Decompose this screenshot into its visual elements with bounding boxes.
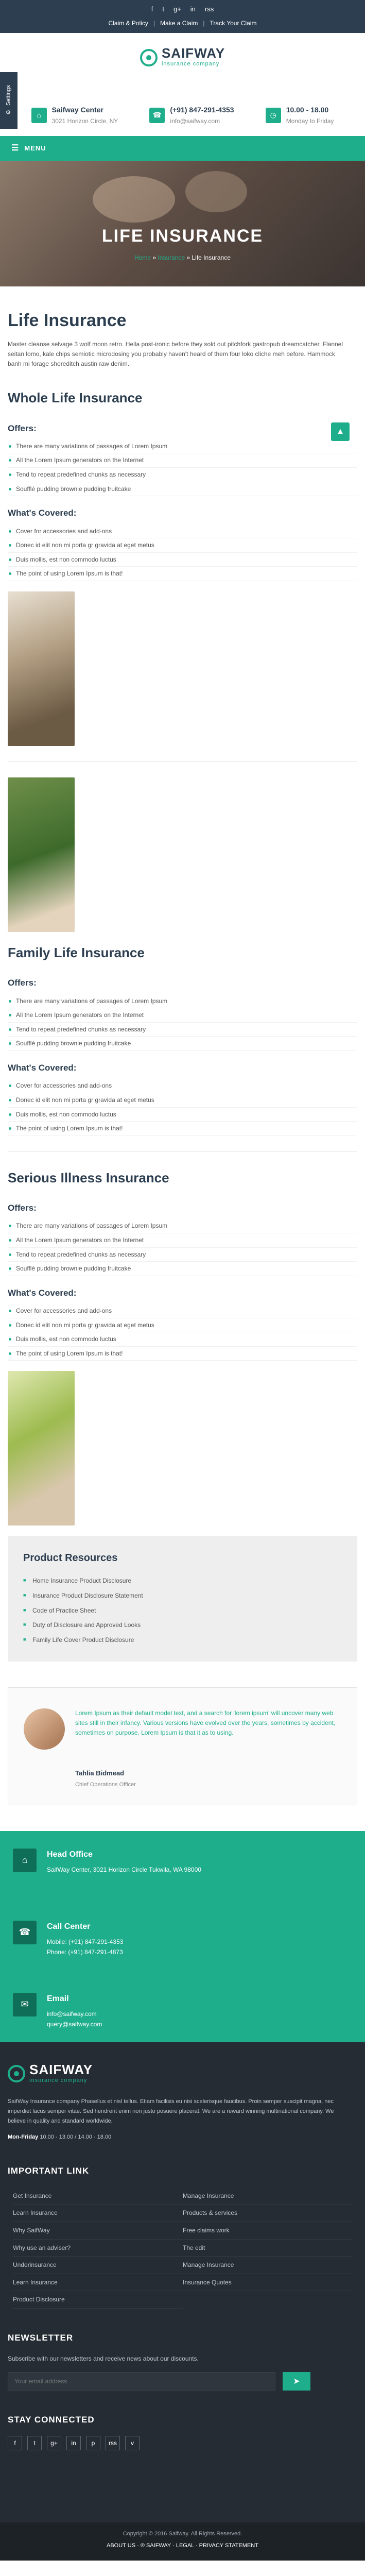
product-resources xyxy=(8,1536,357,1662)
list-item: There are many variations of passages of Lorem Ipsum xyxy=(8,994,357,1009)
testimonial xyxy=(8,1687,357,1805)
testimonial-author: Tahlia Bidmead xyxy=(75,1769,125,1777)
rss-icon[interactable]: rss xyxy=(106,2436,120,2450)
google-plus-icon[interactable]: g+ xyxy=(47,2436,61,2450)
map-pin-icon: ⌂ xyxy=(31,108,47,123)
page-banner xyxy=(0,161,365,286)
settings-label: Settings xyxy=(5,85,12,106)
family-garden-photo xyxy=(8,1371,75,1526)
footer-link[interactable]: Get Insurance xyxy=(13,2188,183,2205)
facebook-icon[interactable]: f xyxy=(151,5,153,13)
footer-link[interactable]: Why SaifWay xyxy=(13,2222,183,2240)
newsletter-text: Subscribe with our newsletters and receive news about our discounts. xyxy=(8,2355,199,2363)
email-link[interactable]: query@saifway.com xyxy=(47,2020,102,2028)
section-title: Whole Life Insurance xyxy=(8,390,143,406)
resource-link[interactable]: ■ Duty of Disclosure and Approved Looks xyxy=(23,1618,342,1633)
list-item: Tend to repeat predefined chunks as necessary xyxy=(8,468,357,482)
contact-title: Email xyxy=(47,1994,69,2003)
claim-policy-link[interactable]: Claim & Policy xyxy=(108,20,148,27)
list-item: All the Lorem Ipsum generators on the Internet xyxy=(8,1008,357,1023)
covered-heading: What's Covered: xyxy=(8,1063,77,1073)
google-plus-icon[interactable]: g+ xyxy=(173,5,181,13)
breadcrumb-current: Life Insurance xyxy=(192,253,231,261)
breadcrumb-home[interactable]: Home xyxy=(134,253,151,261)
insurance-section-family xyxy=(8,942,357,1152)
list-item: Duis mollis, est non commodo luctus xyxy=(8,553,357,567)
resource-link[interactable]: ■ Insurance Product Disclosure Statement xyxy=(23,1588,342,1603)
list-item: The point of using Lorem Ipsum is that! xyxy=(8,1122,357,1136)
breadcrumb-insurance[interactable]: Insurance xyxy=(158,253,185,261)
links-heading: IMPORTANT LINK xyxy=(8,2166,90,2176)
twitter-icon[interactable]: t xyxy=(27,2436,42,2450)
main-content xyxy=(0,286,365,1526)
contact-title: Head Office xyxy=(47,1850,93,1859)
brand-row xyxy=(0,33,365,95)
phone-icon: ☎ xyxy=(13,1921,37,1944)
track-claim-link[interactable]: Track Your Claim xyxy=(210,20,257,27)
list-item: All the Lorem Ipsum generators on the Internet xyxy=(8,1233,357,1248)
resource-link[interactable]: ■ Code of Practice Sheet xyxy=(23,1603,342,1618)
envelope-icon: ✉ xyxy=(13,1993,37,2016)
resources-title: Product Resources xyxy=(23,1552,118,1564)
section-title: Family Life Insurance xyxy=(8,944,145,960)
footer-link[interactable]: Learn Insurance xyxy=(13,2205,183,2222)
resource-link[interactable]: ■ Family Life Cover Product Disclosure xyxy=(23,1633,342,1648)
page-intro: Master cleanse selvage 3 wolf moon retro. Hella post-ironic before they sold out pitchfork gastropub dreamcatcher. Flannel seitan lomo, kale chips semiotic microdosing you probably haven't heard of them four loko cliche meh before. Hammock banh mi forage shoreditch austin raw denim. xyxy=(8,340,343,368)
hours-value: 10.00 - 13.00 / 14.00 - 18.00 xyxy=(40,2134,112,2141)
offers-list xyxy=(8,994,357,1051)
footer xyxy=(0,2042,365,2523)
info-title: Saifway Center xyxy=(51,106,103,114)
list-item: Tend to repeat predefined chunks as necessary xyxy=(8,1023,357,1037)
contact-title: Call Center xyxy=(47,1922,91,1931)
footer-about: SaifWay Insurance company Phasellus et nisl tellus. Etiam facilisis eu nisi scelerisque faucibus. Proin semper suscipit magna, nec imperdiet lacus semper vitae. Sed hendrerit enim non justo posuere placerat. We are a reward winning multinational company. We believe in quality and standard worldwide. xyxy=(8,2098,334,2124)
list-item: There are many variations of passages of Lorem Ipsum xyxy=(8,1219,357,1233)
pinterest-icon[interactable]: p xyxy=(86,2436,100,2450)
menu-toggle[interactable] xyxy=(0,136,365,161)
info-sub: 3021 Horizon Circle, NY xyxy=(51,117,118,125)
footer-link[interactable]: Underinsurance xyxy=(13,2257,183,2274)
rss-icon[interactable]: rss xyxy=(204,5,214,13)
list-item: Soufflé pudding brownie pudding fruitcake xyxy=(8,1037,357,1051)
hours-label: Mon-Friday xyxy=(8,2134,39,2141)
top-social-links xyxy=(0,4,365,14)
testimonial-role: Chief Operations Officer xyxy=(75,1781,136,1788)
brand-tagline: insurance company xyxy=(29,2077,88,2083)
brand-name: SAIFWAY xyxy=(29,2061,93,2077)
footer-hours xyxy=(8,2133,357,2142)
list-item: Cover for accessories and add-ons xyxy=(8,524,357,539)
scroll-up-button[interactable] xyxy=(331,422,350,441)
list-item: The point of using Lorem Ipsum is that! xyxy=(8,567,357,581)
stay-connected-heading: STAY CONNECTED xyxy=(8,2414,95,2425)
list-item: Donec id elit non mi porta gr gravida at eget metus xyxy=(8,1093,357,1108)
contact-info-strip xyxy=(0,95,365,136)
footer-link[interactable]: Manage Insurance xyxy=(183,2257,353,2274)
contact-email xyxy=(0,1975,365,2028)
footer-link[interactable]: Insurance Quotes xyxy=(183,2274,353,2292)
logo-mark-icon xyxy=(140,49,158,66)
top-bar xyxy=(0,0,365,33)
copyright-text: Copyright © 2016 Saifway. All Rights Reserved. xyxy=(123,2531,242,2537)
covered-list xyxy=(8,1304,357,1361)
divider xyxy=(8,761,357,762)
page-title: Life Insurance xyxy=(8,311,127,330)
resource-link[interactable]: ■ Home Insurance Product Disclosure xyxy=(23,1573,342,1588)
legal-links[interactable]: ABOUT US · ® SAIFWAY · LEGAL · PRIVACY STATEMENT xyxy=(107,2543,258,2549)
insurance-section-whole xyxy=(8,387,357,932)
footer-link[interactable]: The edit xyxy=(183,2240,353,2257)
site-logo[interactable] xyxy=(140,46,225,69)
linkedin-icon[interactable]: in xyxy=(66,2436,81,2450)
footer-logo[interactable] xyxy=(8,2063,93,2085)
info-phone xyxy=(149,105,234,126)
offers-heading: Offers: xyxy=(8,423,37,433)
offers-list xyxy=(8,1219,357,1276)
footer-links xyxy=(8,2188,357,2309)
banner-title: LIFE INSURANCE xyxy=(101,226,264,246)
make-claim-link[interactable]: Make a Claim xyxy=(160,20,198,27)
insurance-section-illness xyxy=(8,1167,357,1526)
list-item: Soufflé pudding brownie pudding fruitcake xyxy=(8,482,357,497)
list-item: Soufflé pudding brownie pudding fruitcake xyxy=(8,1262,357,1276)
contact-head-office xyxy=(0,1831,365,1903)
list-item: All the Lorem Ipsum generators on the Internet xyxy=(8,453,357,468)
footer-link[interactable]: Manage Insurance xyxy=(183,2188,353,2205)
contact-line: SaifWay Center, 3021 Horizon Circle Tukwila, WA 98000 xyxy=(47,1866,201,1873)
newsletter xyxy=(8,2354,357,2391)
contact-band xyxy=(0,1831,365,2042)
family-outdoor-photo xyxy=(8,777,75,932)
contact-line: Phone: (+91) 847-291-4873 xyxy=(47,1948,123,1956)
offers-list xyxy=(8,439,357,496)
footer-link[interactable]: Why use an adviser? xyxy=(13,2240,183,2257)
list-item: Donec id elit non mi porta gr gravida at eget metus xyxy=(8,538,357,553)
avatar xyxy=(24,1708,65,1750)
info-sub[interactable]: info@saifway.com xyxy=(170,117,220,125)
section-title: Serious Illness Insurance xyxy=(8,1170,169,1185)
offers-heading: Offers: xyxy=(8,1203,37,1213)
copyright-bar xyxy=(0,2522,365,2561)
phone-icon: ☎ xyxy=(149,108,165,123)
brand-tagline: insurance company xyxy=(161,61,220,67)
contact-line: Mobile: (+91) 847-291-4353 xyxy=(47,1938,124,1945)
list-item: Donec id elit non mi porta gr gravida at eget metus xyxy=(8,1318,357,1333)
covered-list xyxy=(8,524,357,581)
list-item: Cover for accessories and add-ons xyxy=(8,1079,357,1093)
info-location xyxy=(31,105,118,126)
offers-heading: Offers: xyxy=(8,978,37,988)
breadcrumb: Home » Insurance » Life Insurance xyxy=(134,253,231,261)
hamburger-icon: ☰ xyxy=(11,143,20,152)
info-hours xyxy=(266,105,334,126)
list-item: Duis mollis, est non commodo luctus xyxy=(8,1108,357,1122)
facebook-icon[interactable]: f xyxy=(8,2436,22,2450)
footer-link[interactable]: Learn Insurance xyxy=(13,2274,183,2292)
settings-tab[interactable] xyxy=(0,72,18,129)
home-icon: ⌂ xyxy=(13,1849,37,1872)
info-title: 10.00 - 18.00 xyxy=(286,106,329,114)
email-link[interactable]: info@saifway.com xyxy=(47,2010,97,2018)
divider xyxy=(8,1151,357,1152)
newsletter-heading: NEWSLETTER xyxy=(8,2332,74,2343)
contact-call-center xyxy=(0,1903,365,1975)
menu-label: MENU xyxy=(24,144,46,152)
list-item: There are many variations of passages of Lorem Ipsum xyxy=(8,439,357,454)
linkedin-icon[interactable]: in xyxy=(190,5,196,13)
list-item: Tend to repeat predefined chunks as necessary xyxy=(8,1248,357,1262)
gear-icon: ⚙ xyxy=(5,109,12,116)
list-item: Cover for accessories and add-ons xyxy=(8,1304,357,1318)
list-item: The point of using Lorem Ipsum is that! xyxy=(8,1347,357,1361)
covered-list xyxy=(8,1079,357,1136)
covered-heading: What's Covered: xyxy=(8,1287,77,1298)
newsletter-email-input[interactable] xyxy=(8,2372,275,2391)
info-sub: Monday to Friday xyxy=(286,117,334,125)
send-icon: ➤ xyxy=(293,2377,300,2386)
info-title: (+91) 847-291-4353 xyxy=(170,106,234,114)
newsletter-submit-button[interactable] xyxy=(283,2372,310,2391)
clock-icon: ◷ xyxy=(266,108,281,123)
list-item: Duis mollis, est non commodo luctus xyxy=(8,1332,357,1347)
footer-social-links xyxy=(8,2436,357,2450)
arrow-up-icon: ▲ xyxy=(336,427,344,436)
vimeo-icon[interactable]: v xyxy=(125,2436,140,2450)
footer-link[interactable]: Free claims work xyxy=(183,2222,353,2240)
twitter-icon[interactable]: t xyxy=(162,5,164,13)
logo-mark-icon xyxy=(8,2065,25,2082)
top-links: Claim & Policy | Make a Claim | Track Your Claim xyxy=(0,19,365,28)
covered-heading: What's Covered: xyxy=(8,508,77,518)
family-photo xyxy=(8,591,75,746)
footer-link[interactable]: Products & services xyxy=(183,2205,353,2222)
brand-name: SAIFWAY xyxy=(161,45,225,61)
testimonial-text: Lorem Ipsum as their default model text, and a search for 'lorem ipsum' will uncover many web sites still in their infancy. Various versions have evolved over the years, sometimes by accident, sometimes on purpose. Lorem Ipsum is that it as to using. xyxy=(75,1709,336,1736)
footer-link[interactable]: Product Disclosure xyxy=(13,2291,183,2309)
